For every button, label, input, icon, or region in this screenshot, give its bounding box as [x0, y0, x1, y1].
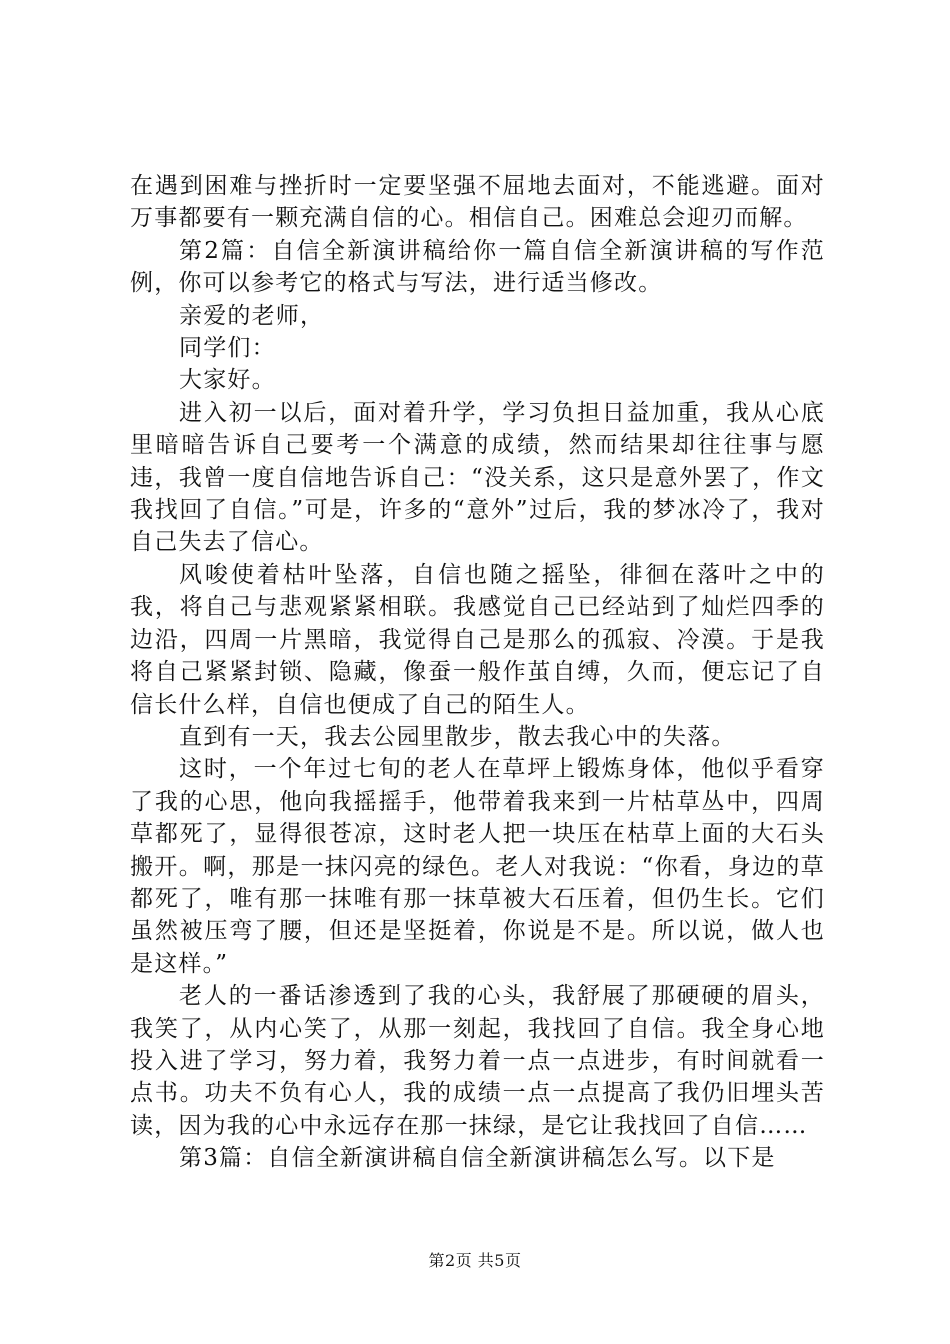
paragraph-greeting: 大家好。	[179, 367, 276, 394]
paragraph-body: 直到有一天，我去公园里散步，散去我心中的失落。	[179, 723, 736, 750]
paragraph-body: 老人的一番话渗透到了我的心头，我舒展了那硬硬的眉头，我笑了，从内心笑了，从那一刻起，我找回了自信。我全身心地投入进了学习，努力着，我努力着一点一点进步，有时间就看一点书。功夫不负有心人，我的成绩一点一点提高了我仍旧埋头苦读，因为我的心中永远存在那一抹绿，是它让我找回了自信……	[130, 983, 825, 1139]
page-number-footer: 第2页 共5页	[428, 1251, 522, 1270]
paragraph-salutation-teachers: 亲爱的老师，	[179, 302, 325, 329]
paragraph-continuation: 在遇到困难与挫折时一定要坚强不屈地去面对，不能逃避。面对万事都要有一颗充满自信的心。相信自己。困难总会迎刃而解。	[130, 173, 825, 232]
paragraph-body: 进入初一以后，面对着升学，学习负担日益加重，我从心底里暗暗告诉自己要考一个满意的成绩，然而结果却往往事与愿违，我曾一度自信地告诉自己：“没关系，这只是意外罢了，作文我找回了自信。”可是，许多的“意外”过后，我的梦冰冷了，我对自己失去了信心。	[130, 399, 825, 556]
paragraph-body: 风唆使着枯叶坠落，自信也随之摇坠，徘徊在落叶之中的我，将自己与悲观紧紧相联。我感觉自己已经站到了灿烂四季的边沿，四周一片黑暗，我觉得自己是那么的孤寂、冷漠。于是我将自己紧紧封锁、隐藏，像蚕一般作茧自缚，久而，便忘记了自信长什么样，自信也便成了自己的陌生人。	[130, 561, 825, 718]
document-body	[130, 170, 825, 1175]
paragraph-section-2-heading: 第2篇：自信全新演讲稿给你一篇自信全新演讲稿的写作范例，你可以参考它的格式与写法，进行适当修改。	[130, 237, 825, 297]
paragraph-salutation-classmates: 同学们：	[179, 335, 276, 362]
paragraph-body: 这时，一个年过七旬的老人在草坪上锻炼身体，他似乎看穿了我的心思，他向我摇摇手，他带着我来到一片枯草丛中，四周草都死了，显得很苍凉，这时老人把一块压在枯草上面的大石头搬开。啊，那是一抹闪亮的绿色。老人对我说：“你看，身边的草都死了，唯有那一抹唯有那一抹草被大石压着，但仍生长。它们虽然被压弯了腰，但还是坚挺着，你说是不是。所以说，做人也是这样。”	[130, 756, 825, 977]
paragraph-section-3-heading: 第3篇：自信全新演讲稿自信全新演讲稿怎么写。以下是	[179, 1145, 776, 1172]
